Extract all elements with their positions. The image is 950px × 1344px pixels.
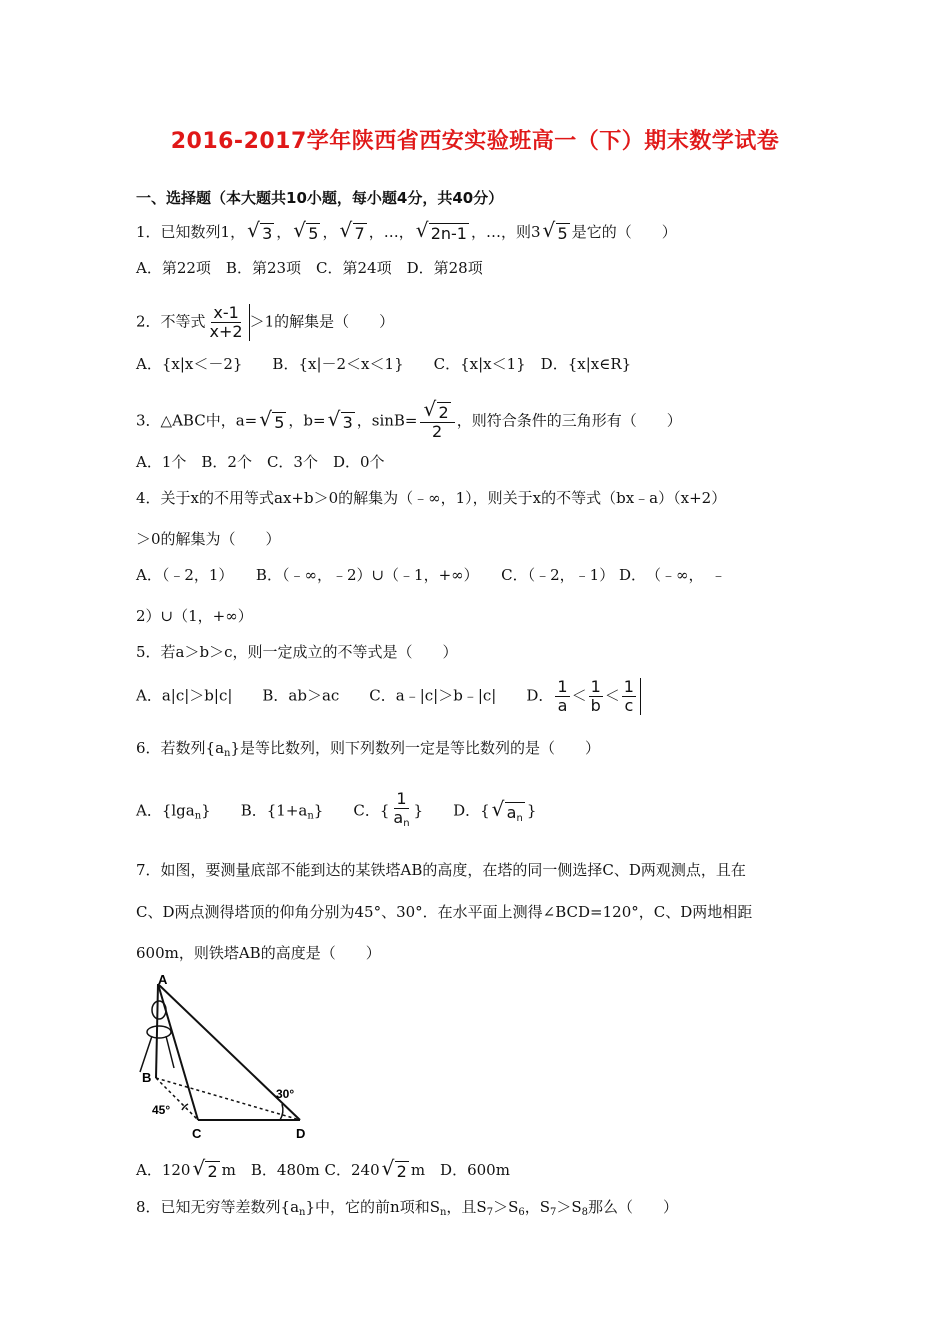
- sqrt-3: √ 3: [247, 224, 274, 244]
- label-A: A: [158, 972, 168, 987]
- sqrt-5: √ 5: [293, 224, 320, 244]
- question-4-line2: ＞0的解集为（ ）: [136, 530, 281, 548]
- question-2: 2．不等式 $\frac{x-1}{x+2}$ ＞1的解集是（ ）: [136, 303, 395, 341]
- label-30: 30°: [276, 1087, 295, 1101]
- question-8: 8．已知无穷等差数列$\{a_n\}$中，它的前n项和$S_n$，且$S_7>S_6$，$S_7>S_8$那么（ ）: [136, 1198, 679, 1218]
- sqrt-5b: √ 5: [543, 224, 570, 244]
- question-7-line1: 7．如图，要测量底部不能到达的某铁塔AB的高度，在塔的同一侧选择C、D两观测点，且在: [136, 861, 746, 879]
- sqrt-2n-1: √ 2n-1: [416, 224, 469, 244]
- label-B: B: [142, 1070, 152, 1085]
- angle-30-arc: [280, 1104, 283, 1120]
- question-4-options: A．（﹣2，1） B．（﹣∞，﹣2）∪（﹣1，+∞） C．（﹣2，﹣1） D． （﹣∞， ﹣: [136, 566, 727, 584]
- question-7-line2: C、D两点测得塔顶的仰角分别为45°、30°．在水平面上测得∠BCD=120°，C、D两地相距: [136, 903, 753, 921]
- tower-diagram: [130, 972, 320, 1142]
- tower-ornament-top: [152, 1001, 166, 1019]
- question-3-options: A．1个 B．2个 C．3个 D．0个: [136, 453, 385, 471]
- question-2-options: A．{x|x＜－2} B．{x|－2＜x＜1} C．{x|x＜1} D．{x|x∈R}: [136, 355, 632, 373]
- question-6: 6．若数列$\{a_n\}$是等比数列，则下列数列一定是等比数列的是（ ）: [136, 739, 601, 759]
- tower-ornament-mid: [147, 1026, 171, 1038]
- question-5: 5．若a＞b＞c，则一定成立的不等式是（ ）: [136, 643, 458, 661]
- page-title: 2016-2017学年陕西省西安实验班高一（下）期末数学试卷: [170, 129, 780, 154]
- label-45: 45°: [152, 1103, 171, 1117]
- fraction: $\frac{x-1}{x+2}$: [209, 303, 243, 341]
- question-5-options: A．a|c|＞b|c| B．ab＞ac C．a﹣|c|＞b﹣|c| D． $\frac{1}{a}$ ＜ $\frac{1}{b}$ ＜ $\frac{1}{c}$: [136, 678, 641, 715]
- question-6-options: A．{lga$_n$} B．$\{1+a_n\}$ C．{ $\frac{1}{a_n}$ } D．{√ $a_n$ }: [136, 790, 536, 833]
- question-1-options: A．第22项 B．第23项 C．第24项 D．第28项: [136, 259, 483, 277]
- sqrt-7: √ 7: [340, 224, 367, 244]
- question-4-options-cont: 2）∪（1，+∞）: [136, 607, 253, 625]
- question-7-options: A．120√ 2 m B．480m C．240√ 2 m D．600m: [136, 1160, 510, 1182]
- section-heading: 一、选择题（本大题共10小题，每小题4分，共40分）: [136, 189, 504, 207]
- label-C: C: [192, 1126, 202, 1141]
- question-3: 3．△ABC中，a=√ 5 ，b=√ 3 ，sinB= √ $\frac{2}{2}$ ，则符合条件的三角形有（ ）: [136, 402, 682, 441]
- fraction: √ $\frac{2}{2}$: [420, 402, 455, 441]
- tower-AB: [156, 984, 158, 1078]
- question-7-line3: 600m，则铁塔AB的高度是（ ）: [136, 944, 381, 962]
- question-4-line1: 4．关于x的不用等式ax+b＞0的解集为（﹣∞，1），则关于x的不等式（bx﹣a）（x+2）: [136, 489, 727, 507]
- question-1: 1．已知数列1，√ 3 ，√ 5 ，√ 7 ，…，√ 2n-1 ，…，则3√ 5 是它的（ ）: [136, 222, 677, 244]
- label-D: D: [296, 1126, 306, 1141]
